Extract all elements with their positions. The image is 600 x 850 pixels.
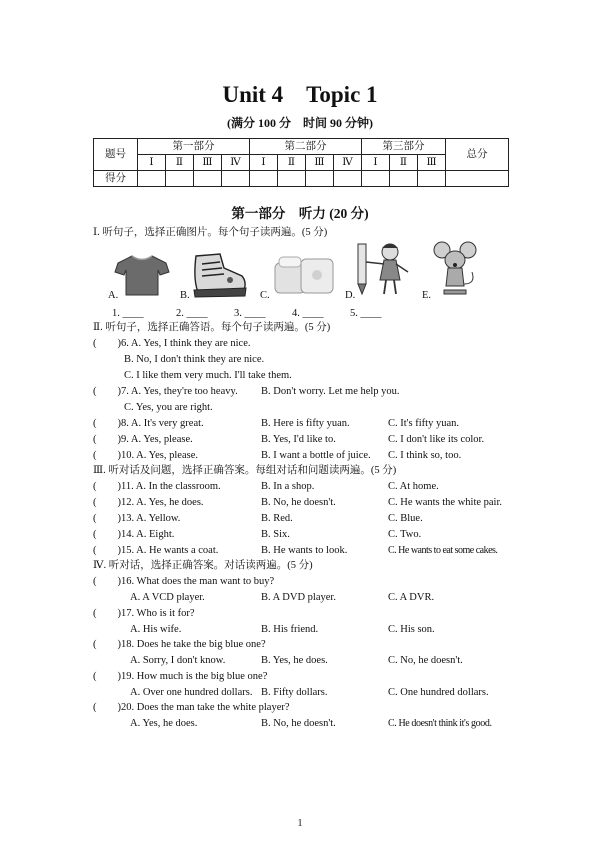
pic-label-d: D.	[345, 290, 356, 301]
q13-option-b: B. Red.	[261, 513, 293, 524]
q8-option-a: ( )8. A. It's very great.	[93, 418, 204, 429]
exam-info: (满分 100 分 时间 90 分钟)	[227, 116, 373, 130]
score-input-cell[interactable]	[250, 171, 278, 187]
section-title: 第一部分 听力 (20 分)	[231, 206, 369, 221]
score-input-cell[interactable]	[306, 171, 334, 187]
q17-question: ( )17. Who is it for?	[93, 608, 195, 619]
q19-option-c: C. One hundred dollars.	[388, 687, 489, 698]
q12-option-c: C. He wants the white pair.	[388, 497, 503, 508]
pic-label-a: A.	[108, 290, 119, 301]
row-label-cell: 题号	[94, 139, 138, 171]
score-input-cell[interactable]	[194, 171, 222, 187]
answer-blank-2[interactable]: 2. ____	[176, 308, 208, 319]
q15-option-c: C. He wants to eat some cakes.	[388, 545, 498, 556]
score-input-cell[interactable]	[222, 171, 250, 187]
q14-option-c: C. Two.	[388, 529, 422, 540]
part1-header: 第一部分	[138, 139, 250, 155]
cakes-picture	[271, 253, 337, 297]
score-input-cell[interactable]	[166, 171, 194, 187]
s1-heading: Ⅰ. 听句子，选择正确图片。每个句子读两遍。(5 分)	[93, 227, 328, 238]
q9-option-a: ( )9. A. Yes, please.	[93, 434, 193, 445]
q11-option-a: ( )11. A. In the classroom.	[93, 481, 221, 492]
q20-question: ( )20. Does the man take the white player?	[93, 702, 290, 713]
q10-option-b: B. I want a bottle of juice.	[261, 450, 371, 461]
q15-option-b: B. He wants to look.	[261, 545, 348, 556]
shoe-picture	[190, 250, 248, 300]
subpart-cell: Ⅱ	[166, 155, 194, 171]
score-label-cell: 得分	[94, 171, 138, 187]
q9-option-b: B. Yes, I'd like to.	[261, 434, 336, 445]
subpart-cell: Ⅰ	[362, 155, 390, 171]
score-input-cell[interactable]	[138, 171, 166, 187]
q17-option-b: B. His friend.	[261, 624, 319, 635]
q7-option-b: B. Don't worry. Let me help you.	[261, 386, 400, 397]
mouse-picture	[432, 240, 478, 298]
subpart-cell: Ⅳ	[222, 155, 250, 171]
q15-option-a: ( )15. A. He wants a coat.	[93, 545, 219, 556]
q13-option-c: C. Blue.	[388, 513, 423, 524]
answer-blank-5[interactable]: 5. ____	[350, 308, 382, 319]
page-title: Unit 4 Topic 1	[222, 82, 378, 107]
score-input-cell[interactable]	[362, 171, 390, 187]
q7-option-a: ( )7. A. Yes, they're too heavy.	[93, 386, 238, 397]
q18-option-b: B. Yes, he does.	[261, 655, 328, 666]
answer-blank-3[interactable]: 3. ____	[234, 308, 266, 319]
q18-option-c: C. No, he doesn't.	[388, 655, 463, 666]
s3-heading: Ⅲ. 听对话及问题，选择正确答案。每组对话和问题读两遍。(5 分)	[93, 465, 397, 476]
q11-option-b: B. In a shop.	[261, 481, 315, 492]
subpart-cell: Ⅲ	[418, 155, 446, 171]
pic-label-c: C.	[260, 290, 270, 301]
score-table	[93, 138, 509, 187]
q18-question: ( )18. Does he take the big blue one?	[93, 639, 266, 650]
girl-pencil-picture	[354, 240, 414, 298]
q6-option-b: B. No, I don't think they are nice.	[124, 354, 265, 365]
q11-option-c: C. At home.	[388, 481, 439, 492]
q9-option-c: C. I don't like its color.	[388, 434, 485, 445]
q16-option-a: A. A VCD player.	[130, 592, 205, 603]
q17-option-a: A. His wife.	[130, 624, 182, 635]
q19-option-b: B. Fifty dollars.	[261, 687, 328, 698]
subpart-cell: Ⅱ	[390, 155, 418, 171]
q10-option-a: ( )10. A. Yes, please.	[93, 450, 198, 461]
subpart-cell: Ⅳ	[334, 155, 362, 171]
q13-option-a: ( )13. A. Yellow.	[93, 513, 181, 524]
subpart-cell: Ⅰ	[138, 155, 166, 171]
score-input-cell[interactable]	[278, 171, 306, 187]
q16-option-b: B. A DVD player.	[261, 592, 336, 603]
q20-option-a: A. Yes, he does.	[130, 718, 198, 729]
q6-option-a: ( )6. A. Yes, I think they are nice.	[93, 338, 251, 349]
answer-blank-4[interactable]: 4. ____	[292, 308, 324, 319]
s4-heading: Ⅳ. 听对话，选择正确答案。对话读两遍。(5 分)	[93, 560, 313, 571]
q12-option-a: ( )12. A. Yes, he does.	[93, 497, 204, 508]
q8-option-c: C. It's fifty yuan.	[388, 418, 460, 429]
q14-option-b: B. Six.	[261, 529, 290, 540]
q18-option-a: A. Sorry, I don't know.	[130, 655, 226, 666]
q10-option-c: C. I think so, too.	[388, 450, 462, 461]
score-input-cell[interactable]	[418, 171, 446, 187]
score-input-cell[interactable]	[390, 171, 418, 187]
q16-question: ( )16. What does the man want to buy?	[93, 576, 275, 587]
q20-option-c: C. He doesn't think it's good.	[388, 718, 492, 729]
score-input-cell[interactable]	[334, 171, 362, 187]
subpart-cell: Ⅲ	[194, 155, 222, 171]
tshirt-picture	[114, 253, 170, 297]
total-score-cell[interactable]	[446, 171, 509, 187]
s2-heading: Ⅱ. 听句子，选择正确答语。每个句子读两遍。(5 分)	[93, 322, 331, 333]
q14-option-a: ( )14. A. Eight.	[93, 529, 175, 540]
q20-option-b: B. No, he doesn't.	[261, 718, 336, 729]
q16-option-c: C. A DVR.	[388, 592, 435, 603]
q19-option-a: A. Over one hundred dollars.	[130, 687, 253, 698]
q19-question: ( )19. How much is the big blue one?	[93, 671, 268, 682]
part2-header: 第二部分	[250, 139, 362, 155]
subpart-cell: Ⅱ	[278, 155, 306, 171]
q8-option-b: B. Here is fifty yuan.	[261, 418, 350, 429]
answer-blank-1[interactable]: 1. ____	[112, 308, 144, 319]
subpart-cell: Ⅰ	[250, 155, 278, 171]
subpart-cell: Ⅲ	[306, 155, 334, 171]
pic-label-e: E.	[422, 290, 432, 301]
q6-option-c: C. I like them very much. I'll take them.	[124, 370, 292, 381]
q17-option-c: C. His son.	[388, 624, 435, 635]
q12-option-b: B. No, he doesn't.	[261, 497, 336, 508]
pic-label-b: B.	[180, 290, 190, 301]
total-header: 总分	[446, 139, 509, 171]
part3-header: 第三部分	[362, 139, 446, 155]
q7-option-c: C. Yes, you are right.	[124, 402, 213, 413]
page-number: 1	[297, 818, 303, 829]
